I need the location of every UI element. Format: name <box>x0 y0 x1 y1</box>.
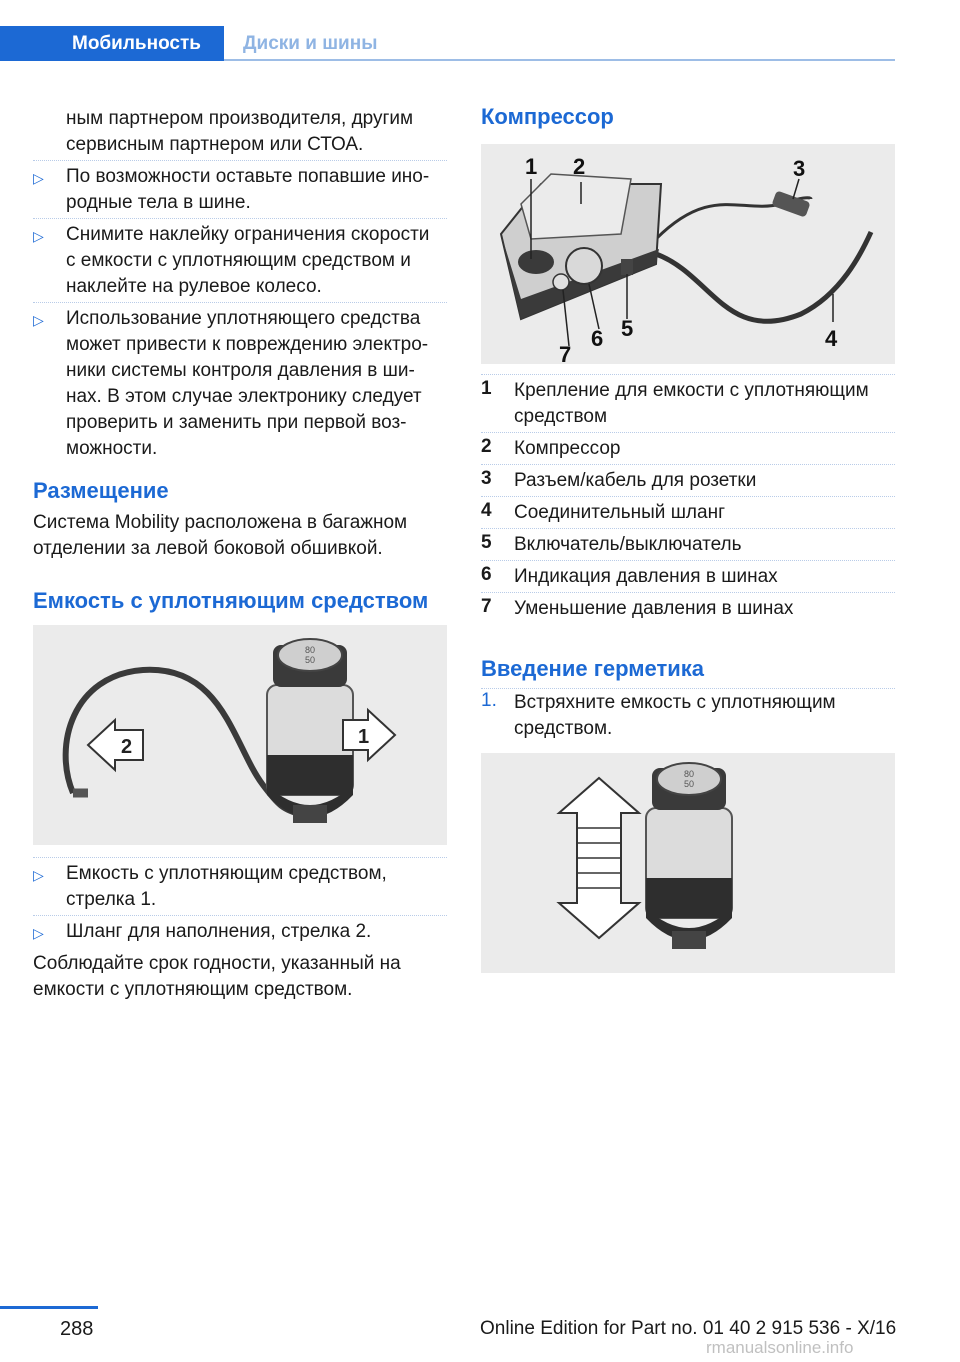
compressor-label-7: 7 <box>559 342 572 364</box>
bullet-3-line-2: может привести к повреждению электро- <box>66 334 429 355</box>
compressor-figure <box>481 144 895 364</box>
bullet-2-line-1: Снимите наклейку ограничения скорости <box>66 224 430 245</box>
fig-bullet-1-line-2: стрелка 1. <box>66 889 157 910</box>
item-1-line-2: средством <box>514 406 608 427</box>
container-heading: Емкость с уплотняющим средством <box>33 588 429 613</box>
fig-bullet-2-line-1: Шланг для наполнения, стрелка 2. <box>66 921 372 942</box>
arrow-label-2: 2 <box>121 736 133 758</box>
bullet-2-line-2: с емкости с уплотняющим средством и <box>66 250 411 271</box>
item-4-line-1: Соединительный шланг <box>514 502 726 523</box>
step-1-line-2: средством. <box>514 718 613 739</box>
compressor-label-1: 1 <box>525 154 538 179</box>
placement-heading: Размещение <box>33 478 169 503</box>
bottle-label-bottom: 50 <box>683 779 695 789</box>
bottle-label-bottom: 50 <box>304 655 316 665</box>
separator <box>481 592 895 594</box>
compressor-illustration <box>481 144 895 364</box>
page-number: 288 <box>60 1318 94 1340</box>
bullet-triangle-icon: ▷ <box>33 228 44 244</box>
arrow-label-1: 1 <box>358 726 370 748</box>
compressor-label-6: 6 <box>591 326 604 351</box>
sealant-container-figure <box>33 625 447 845</box>
item-7-line-1: Уменьшение давления в шинах <box>514 598 794 619</box>
separator <box>33 915 447 917</box>
bullet-3-line-5: проверить и заменить при первой воз- <box>66 412 407 433</box>
separator <box>481 560 895 562</box>
separator <box>33 857 447 859</box>
item-number: 2 <box>481 436 492 457</box>
bullet-1-line-1: По возможности оставьте попавшие ино- <box>66 166 430 187</box>
separator <box>33 302 447 304</box>
note-line-1: Соблюдайте срок годности, указанный на <box>33 953 401 974</box>
bullet-2-line-3: наклейте на рулевое колесо. <box>66 276 322 297</box>
compressor-heading: Компрессор <box>481 104 614 129</box>
intro-line-1: ным партнером производителя, другим <box>66 108 414 129</box>
item-number: 1 <box>481 378 492 399</box>
separator <box>481 432 895 434</box>
item-number: 3 <box>481 468 492 489</box>
edition-text: Online Edition for Part no. 01 40 2 915 536 - X/16 <box>480 1318 897 1339</box>
item-number: 6 <box>481 564 492 585</box>
bullet-1-line-2: родные тела в шине. <box>66 192 251 213</box>
bullet-3-line-3: ники системы контроля давления в ши- <box>66 360 415 381</box>
bullet-triangle-icon: ▷ <box>33 925 44 941</box>
note-line-2: емкости с уплотняющим средством. <box>33 979 353 1000</box>
item-number: 5 <box>481 532 492 553</box>
footer-accent-line <box>0 1306 98 1309</box>
separator <box>33 218 447 220</box>
placement-line-2: отделении за левой боковой обшивкой. <box>33 538 383 559</box>
item-3-line-1: Разъем/кабель для розетки <box>514 470 757 491</box>
compressor-label-4: 4 <box>825 326 838 351</box>
separator <box>481 528 895 530</box>
header-divider <box>224 59 895 61</box>
watermark[interactable]: rmanualsonline.info <box>706 1338 854 1357</box>
header-bar <box>0 26 895 61</box>
separator <box>33 160 447 162</box>
bullet-3-line-6: можности. <box>66 438 158 459</box>
step-1-line-1: Встряхните емкость с уплотняющим <box>514 692 836 713</box>
bottle-label-top: 80 <box>683 769 695 779</box>
compressor-label-2: 2 <box>573 154 586 179</box>
bottle-label-top: 80 <box>304 645 316 655</box>
placement-line-1: Система Mobility расположена в багажном <box>33 512 408 533</box>
bullet-triangle-icon: ▷ <box>33 867 44 883</box>
separator <box>481 496 895 498</box>
compressor-label-5: 5 <box>621 316 634 341</box>
item-1-line-1: Крепление для емкости с уплотняющим <box>514 380 869 401</box>
item-number: 7 <box>481 596 492 617</box>
shake-container-figure <box>481 753 895 973</box>
shake-container-illustration <box>481 753 895 973</box>
sealant-heading: Введение герметика <box>481 656 705 681</box>
tab-wheels-tires[interactable]: Диски и шины <box>243 33 378 54</box>
step-number: 1. <box>481 690 497 711</box>
item-number: 4 <box>481 500 492 521</box>
compressor-label-3: 3 <box>793 156 806 181</box>
bullet-triangle-icon: ▷ <box>33 170 44 186</box>
item-6-line-1: Индикация давления в шинах <box>514 566 778 587</box>
bullet-3-line-1: Использование уплотняющего средства <box>66 308 421 329</box>
sealant-container-illustration <box>33 625 447 845</box>
fig-bullet-1-line-1: Емкость с уплотняющим средством, <box>66 863 387 884</box>
bullet-3-line-4: нах. В этом случае электронику следует <box>66 386 422 407</box>
tab-mobility[interactable] <box>0 26 224 61</box>
item-5-line-1: Включатель/выключатель <box>514 534 742 555</box>
separator <box>481 374 895 376</box>
item-2-line-1: Компрессор <box>514 438 621 459</box>
intro-line-2: сервисным партнером или СТОА. <box>66 134 364 155</box>
bullet-triangle-icon: ▷ <box>33 312 44 328</box>
separator <box>481 464 895 466</box>
tab-mobility-label: Мобильность <box>72 33 201 54</box>
